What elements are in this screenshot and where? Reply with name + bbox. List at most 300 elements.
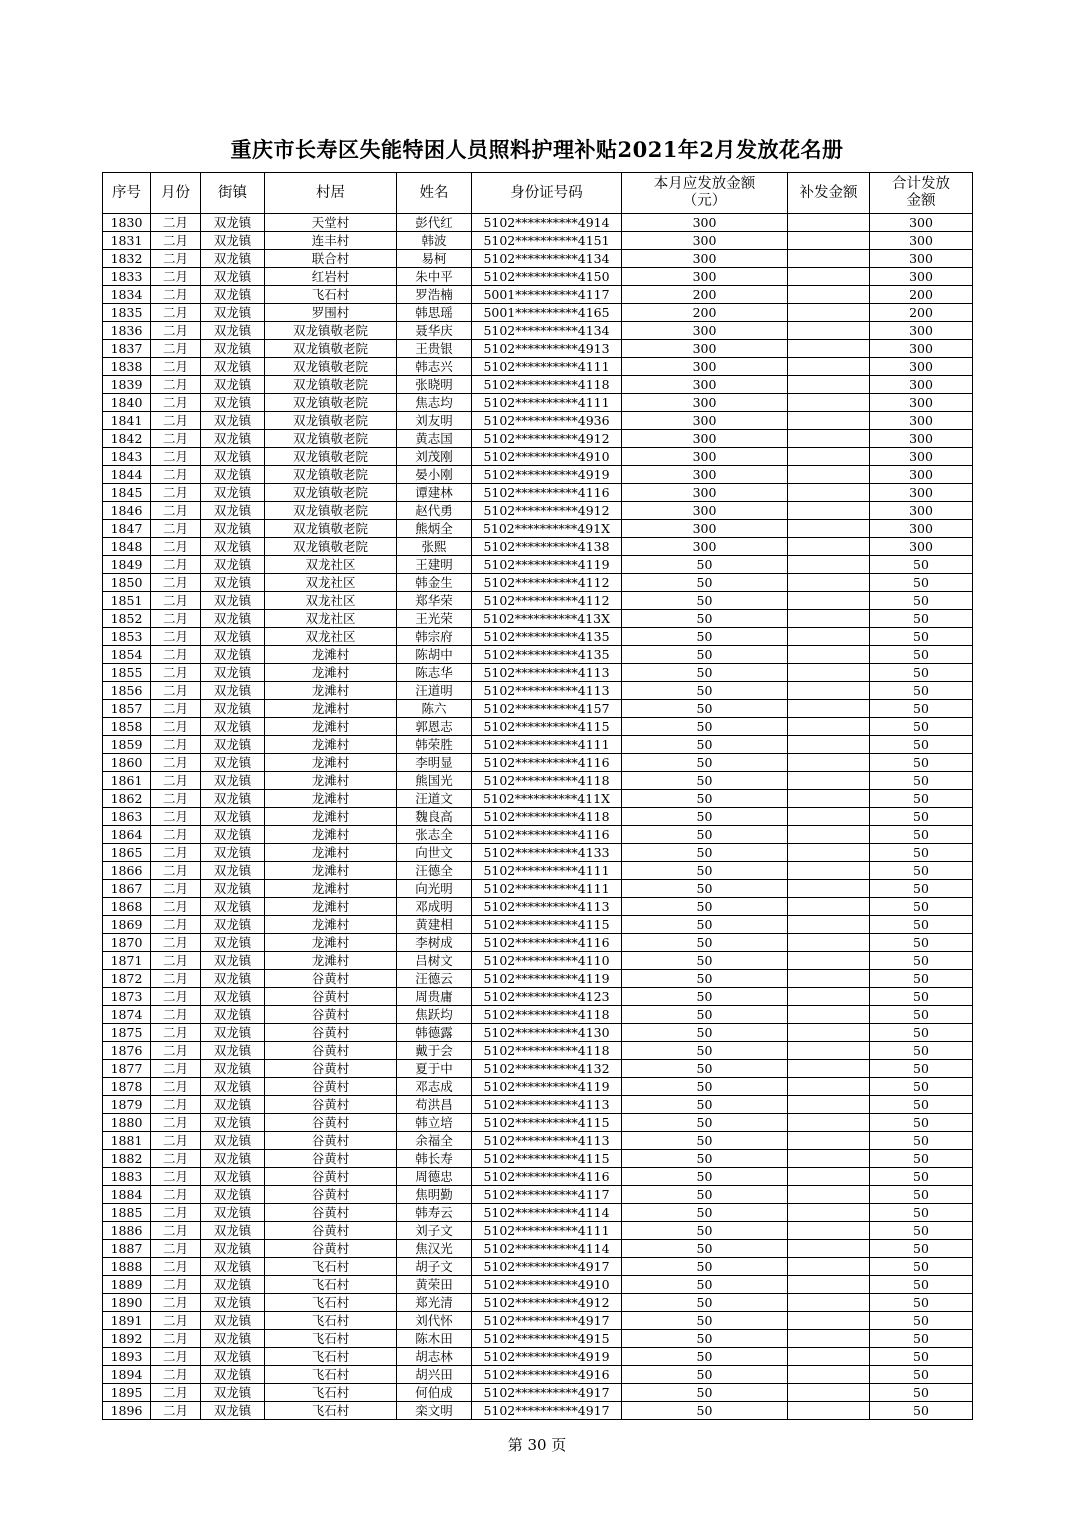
village-cell: 龙滩村 — [265, 952, 397, 970]
col-header-village: 村居 — [265, 173, 397, 214]
monthly-amount-cell: 50 — [622, 772, 788, 790]
month-cell: 二月 — [151, 412, 201, 430]
back-pay-cell — [788, 844, 870, 862]
table-row — [103, 844, 973, 862]
col-header-town: 街镇 — [201, 173, 265, 214]
month-cell: 二月 — [151, 592, 201, 610]
town-cell: 双龙镇 — [201, 484, 265, 502]
page-number: 第 30 页 — [507, 1436, 567, 1454]
month-cell: 二月 — [151, 1258, 201, 1276]
name-cell: 李明显 — [397, 754, 472, 772]
table-row — [103, 970, 973, 988]
monthly-amount-cell: 50 — [622, 1348, 788, 1366]
id-number-cell: 5102**********4118 — [472, 1042, 622, 1060]
total-amount-cell: 50 — [870, 790, 973, 808]
id-number-cell: 5102**********4116 — [472, 754, 622, 772]
town-cell: 双龙镇 — [201, 610, 265, 628]
table-row — [103, 754, 973, 772]
table-row — [103, 448, 973, 466]
total-amount-cell: 50 — [870, 646, 973, 664]
name-cell: 王光荣 — [397, 610, 472, 628]
seq-cell: 1890 — [103, 1294, 151, 1312]
id-number-cell: 5102**********4110 — [472, 952, 622, 970]
total-amount-cell: 300 — [870, 430, 973, 448]
month-cell: 二月 — [151, 1132, 201, 1150]
town-cell: 双龙镇 — [201, 376, 265, 394]
month-cell: 二月 — [151, 628, 201, 646]
col-header-total-amount: 合计发放金额 — [870, 173, 973, 214]
seq-cell: 1888 — [103, 1258, 151, 1276]
table-row — [103, 664, 973, 682]
total-amount-cell: 50 — [870, 1168, 973, 1186]
name-cell: 陈六 — [397, 700, 472, 718]
name-cell: 张熙 — [397, 538, 472, 556]
back-pay-cell — [788, 862, 870, 880]
town-cell: 双龙镇 — [201, 1006, 265, 1024]
name-cell: 刘友明 — [397, 412, 472, 430]
town-cell: 双龙镇 — [201, 1294, 265, 1312]
town-cell: 双龙镇 — [201, 898, 265, 916]
total-amount-cell: 300 — [870, 214, 973, 232]
village-cell: 双龙镇敬老院 — [265, 394, 397, 412]
village-cell: 谷黄村 — [265, 970, 397, 988]
seq-cell: 1873 — [103, 988, 151, 1006]
seq-cell: 1847 — [103, 520, 151, 538]
id-number-cell: 5102**********4917 — [472, 1402, 622, 1420]
village-cell: 龙滩村 — [265, 718, 397, 736]
table-row — [103, 1114, 973, 1132]
town-cell: 双龙镇 — [201, 574, 265, 592]
name-cell: 焦跃均 — [397, 1006, 472, 1024]
name-cell: 焦汉光 — [397, 1240, 472, 1258]
town-cell: 双龙镇 — [201, 556, 265, 574]
monthly-amount-cell: 50 — [622, 718, 788, 736]
table-row — [103, 1132, 973, 1150]
monthly-amount-cell: 50 — [622, 592, 788, 610]
name-cell: 余福全 — [397, 1132, 472, 1150]
seq-cell: 1892 — [103, 1330, 151, 1348]
village-cell: 双龙镇敬老院 — [265, 538, 397, 556]
monthly-amount-cell: 50 — [622, 862, 788, 880]
id-number-cell: 5102**********4912 — [472, 502, 622, 520]
name-cell: 黄建相 — [397, 916, 472, 934]
name-cell: 熊国光 — [397, 772, 472, 790]
id-number-cell: 5102**********411X — [472, 790, 622, 808]
total-amount-cell: 50 — [870, 628, 973, 646]
id-number-cell: 5102**********413X — [472, 610, 622, 628]
table-row — [103, 1384, 973, 1402]
town-cell: 双龙镇 — [201, 988, 265, 1006]
month-cell: 二月 — [151, 844, 201, 862]
name-cell: 晏小刚 — [397, 466, 472, 484]
back-pay-cell — [788, 250, 870, 268]
monthly-amount-cell: 50 — [622, 1168, 788, 1186]
monthly-amount-cell: 50 — [622, 682, 788, 700]
table-row — [103, 898, 973, 916]
total-amount-cell: 50 — [870, 1042, 973, 1060]
table-row — [103, 430, 973, 448]
id-number-cell: 5102**********4118 — [472, 808, 622, 826]
month-cell: 二月 — [151, 268, 201, 286]
total-amount-cell: 50 — [870, 826, 973, 844]
name-cell: 王贵银 — [397, 340, 472, 358]
name-cell: 胡兴田 — [397, 1366, 472, 1384]
town-cell: 双龙镇 — [201, 646, 265, 664]
table-row — [103, 322, 973, 340]
village-cell: 龙滩村 — [265, 754, 397, 772]
town-cell: 双龙镇 — [201, 1024, 265, 1042]
total-amount-cell: 200 — [870, 304, 973, 322]
seq-cell: 1857 — [103, 700, 151, 718]
table-row — [103, 1276, 973, 1294]
month-cell: 二月 — [151, 1204, 201, 1222]
total-amount-cell: 50 — [870, 736, 973, 754]
total-amount-cell: 300 — [870, 538, 973, 556]
seq-cell: 1856 — [103, 682, 151, 700]
seq-cell: 1887 — [103, 1240, 151, 1258]
monthly-amount-cell: 50 — [622, 1042, 788, 1060]
back-pay-cell — [788, 682, 870, 700]
id-number-cell: 5102**********4113 — [472, 1132, 622, 1150]
table-row — [103, 358, 973, 376]
seq-cell: 1882 — [103, 1150, 151, 1168]
total-amount-cell: 50 — [870, 574, 973, 592]
seq-cell: 1865 — [103, 844, 151, 862]
seq-cell: 1858 — [103, 718, 151, 736]
id-number-cell: 5102**********4113 — [472, 898, 622, 916]
name-cell: 胡志林 — [397, 1348, 472, 1366]
name-cell: 胡子文 — [397, 1258, 472, 1276]
id-number-cell: 5102**********4116 — [472, 934, 622, 952]
month-cell: 二月 — [151, 610, 201, 628]
back-pay-cell — [788, 826, 870, 844]
month-cell: 二月 — [151, 1024, 201, 1042]
village-cell: 飞石村 — [265, 1384, 397, 1402]
table-row — [103, 736, 973, 754]
monthly-amount-cell: 300 — [622, 412, 788, 430]
seq-cell: 1878 — [103, 1078, 151, 1096]
table-row — [103, 1186, 973, 1204]
name-cell: 韩金生 — [397, 574, 472, 592]
town-cell: 双龙镇 — [201, 232, 265, 250]
seq-cell: 1830 — [103, 214, 151, 232]
monthly-amount-cell: 50 — [622, 1366, 788, 1384]
back-pay-cell — [788, 628, 870, 646]
id-number-cell: 5102**********4135 — [472, 628, 622, 646]
seq-cell: 1837 — [103, 340, 151, 358]
id-number-cell: 5102**********4910 — [472, 448, 622, 466]
town-cell: 双龙镇 — [201, 286, 265, 304]
village-cell: 天堂村 — [265, 214, 397, 232]
monthly-amount-cell: 50 — [622, 970, 788, 988]
village-cell: 飞石村 — [265, 1402, 397, 1420]
name-cell: 焦志均 — [397, 394, 472, 412]
town-cell: 双龙镇 — [201, 1078, 265, 1096]
monthly-amount-cell: 50 — [622, 1276, 788, 1294]
month-cell: 二月 — [151, 1276, 201, 1294]
back-pay-cell — [788, 736, 870, 754]
back-pay-cell — [788, 700, 870, 718]
id-number-cell: 5102**********4118 — [472, 376, 622, 394]
id-number-cell: 5102**********4112 — [472, 592, 622, 610]
village-cell: 谷黄村 — [265, 1150, 397, 1168]
document-title: 重庆市长寿区失能特困人员照料护理补贴2021年2月发放花名册 — [230, 137, 844, 162]
id-number-cell: 5102**********4111 — [472, 1222, 622, 1240]
id-number-cell: 5102**********4917 — [472, 1384, 622, 1402]
back-pay-cell — [788, 286, 870, 304]
monthly-amount-cell: 300 — [622, 448, 788, 466]
back-pay-cell — [788, 988, 870, 1006]
month-cell: 二月 — [151, 448, 201, 466]
id-number-cell: 5102**********4111 — [472, 862, 622, 880]
table-row — [103, 862, 973, 880]
town-cell: 双龙镇 — [201, 862, 265, 880]
village-cell: 龙滩村 — [265, 880, 397, 898]
total-amount-cell: 50 — [870, 1276, 973, 1294]
month-cell: 二月 — [151, 736, 201, 754]
name-cell: 韩长寿 — [397, 1150, 472, 1168]
name-cell: 周德忠 — [397, 1168, 472, 1186]
total-amount-cell: 50 — [870, 1366, 973, 1384]
town-cell: 双龙镇 — [201, 1042, 265, 1060]
town-cell: 双龙镇 — [201, 1258, 265, 1276]
monthly-amount-cell: 50 — [622, 1204, 788, 1222]
village-cell: 谷黄村 — [265, 1186, 397, 1204]
id-number-cell: 5102**********4130 — [472, 1024, 622, 1042]
back-pay-cell — [788, 1024, 870, 1042]
seq-cell: 1881 — [103, 1132, 151, 1150]
town-cell: 双龙镇 — [201, 772, 265, 790]
back-pay-cell — [788, 1240, 870, 1258]
name-cell: 聂华庆 — [397, 322, 472, 340]
back-pay-cell — [788, 304, 870, 322]
month-cell: 二月 — [151, 214, 201, 232]
table-row — [103, 556, 973, 574]
town-cell: 双龙镇 — [201, 502, 265, 520]
name-cell: 周贵庸 — [397, 988, 472, 1006]
seq-cell: 1840 — [103, 394, 151, 412]
monthly-amount-cell: 50 — [622, 700, 788, 718]
total-amount-cell: 50 — [870, 1096, 973, 1114]
back-pay-cell — [788, 376, 870, 394]
total-amount-cell: 300 — [870, 268, 973, 286]
table-row — [103, 718, 973, 736]
id-number-cell: 5102**********4113 — [472, 1096, 622, 1114]
village-cell: 龙滩村 — [265, 826, 397, 844]
back-pay-cell — [788, 790, 870, 808]
village-cell: 龙滩村 — [265, 772, 397, 790]
table-header — [103, 173, 973, 214]
name-cell: 苟洪昌 — [397, 1096, 472, 1114]
seq-cell: 1872 — [103, 970, 151, 988]
name-cell: 陈志华 — [397, 664, 472, 682]
id-number-cell: 5102**********4111 — [472, 358, 622, 376]
back-pay-cell — [788, 1348, 870, 1366]
town-cell: 双龙镇 — [201, 1312, 265, 1330]
back-pay-cell — [788, 466, 870, 484]
id-number-cell: 5102**********4123 — [472, 988, 622, 1006]
id-number-cell: 5102**********4115 — [472, 916, 622, 934]
seq-cell: 1864 — [103, 826, 151, 844]
table-row — [103, 520, 973, 538]
town-cell: 双龙镇 — [201, 1132, 265, 1150]
total-amount-cell: 300 — [870, 322, 973, 340]
seq-cell: 1891 — [103, 1312, 151, 1330]
seq-cell: 1889 — [103, 1276, 151, 1294]
table-row — [103, 1222, 973, 1240]
table-row — [103, 1096, 973, 1114]
village-cell: 双龙镇敬老院 — [265, 484, 397, 502]
table-row — [103, 1204, 973, 1222]
id-number-cell: 5102**********4157 — [472, 700, 622, 718]
village-cell: 谷黄村 — [265, 1240, 397, 1258]
monthly-amount-cell: 300 — [622, 268, 788, 286]
monthly-amount-cell: 50 — [622, 1006, 788, 1024]
month-cell: 二月 — [151, 520, 201, 538]
name-cell: 韩立培 — [397, 1114, 472, 1132]
month-cell: 二月 — [151, 358, 201, 376]
back-pay-cell — [788, 1186, 870, 1204]
name-cell: 谭建林 — [397, 484, 472, 502]
id-number-cell: 5102**********4118 — [472, 772, 622, 790]
monthly-amount-cell: 50 — [622, 610, 788, 628]
name-cell: 黄志国 — [397, 430, 472, 448]
monthly-amount-cell: 50 — [622, 1024, 788, 1042]
month-cell: 二月 — [151, 538, 201, 556]
total-amount-cell: 300 — [870, 502, 973, 520]
monthly-amount-cell: 50 — [622, 646, 788, 664]
id-number-cell: 5102**********4134 — [472, 322, 622, 340]
village-cell: 龙滩村 — [265, 808, 397, 826]
name-cell: 何伯成 — [397, 1384, 472, 1402]
id-number-cell: 5102**********4919 — [472, 1348, 622, 1366]
month-cell: 二月 — [151, 232, 201, 250]
id-number-cell: 5001**********4117 — [472, 286, 622, 304]
total-amount-cell: 50 — [870, 1240, 973, 1258]
total-amount-cell: 50 — [870, 556, 973, 574]
town-cell: 双龙镇 — [201, 628, 265, 646]
village-cell: 龙滩村 — [265, 682, 397, 700]
table-row — [103, 988, 973, 1006]
table-row — [103, 1240, 973, 1258]
village-cell: 谷黄村 — [265, 1060, 397, 1078]
name-cell: 韩宗府 — [397, 628, 472, 646]
village-cell: 双龙镇敬老院 — [265, 376, 397, 394]
village-cell: 双龙社区 — [265, 610, 397, 628]
id-number-cell: 5102**********4119 — [472, 556, 622, 574]
table-row — [103, 1060, 973, 1078]
table-row — [103, 232, 973, 250]
month-cell: 二月 — [151, 772, 201, 790]
total-amount-cell: 50 — [870, 754, 973, 772]
back-pay-cell — [788, 718, 870, 736]
name-cell: 吕树文 — [397, 952, 472, 970]
monthly-amount-cell: 200 — [622, 286, 788, 304]
seq-cell: 1848 — [103, 538, 151, 556]
back-pay-cell — [788, 916, 870, 934]
month-cell: 二月 — [151, 1312, 201, 1330]
back-pay-cell — [788, 754, 870, 772]
seq-cell: 1894 — [103, 1366, 151, 1384]
month-cell: 二月 — [151, 1060, 201, 1078]
table-row — [103, 826, 973, 844]
seq-cell: 1835 — [103, 304, 151, 322]
total-amount-cell: 300 — [870, 358, 973, 376]
village-cell: 飞石村 — [265, 1312, 397, 1330]
village-cell: 谷黄村 — [265, 1168, 397, 1186]
monthly-amount-cell: 300 — [622, 538, 788, 556]
village-cell: 飞石村 — [265, 286, 397, 304]
town-cell: 双龙镇 — [201, 1240, 265, 1258]
id-number-cell: 5102**********4915 — [472, 1330, 622, 1348]
town-cell: 双龙镇 — [201, 412, 265, 430]
back-pay-cell — [788, 214, 870, 232]
month-cell: 二月 — [151, 934, 201, 952]
name-cell: 韩寿云 — [397, 1204, 472, 1222]
table-row — [103, 250, 973, 268]
name-cell: 陈木田 — [397, 1330, 472, 1348]
table-row — [103, 412, 973, 430]
village-cell: 龙滩村 — [265, 700, 397, 718]
seq-cell: 1842 — [103, 430, 151, 448]
name-cell: 朱中平 — [397, 268, 472, 286]
month-cell: 二月 — [151, 304, 201, 322]
table-row — [103, 934, 973, 952]
village-cell: 谷黄村 — [265, 1096, 397, 1114]
month-cell: 二月 — [151, 1006, 201, 1024]
total-amount-cell: 50 — [870, 970, 973, 988]
village-cell: 谷黄村 — [265, 1024, 397, 1042]
town-cell: 双龙镇 — [201, 700, 265, 718]
total-amount-cell: 50 — [870, 1222, 973, 1240]
table-row — [103, 1078, 973, 1096]
id-number-cell: 5102**********4113 — [472, 664, 622, 682]
village-cell: 红岩村 — [265, 268, 397, 286]
table-row — [103, 646, 973, 664]
month-cell: 二月 — [151, 862, 201, 880]
id-number-cell: 5102**********4119 — [472, 1078, 622, 1096]
name-cell: 易柯 — [397, 250, 472, 268]
total-amount-cell: 50 — [870, 610, 973, 628]
month-cell: 二月 — [151, 1078, 201, 1096]
id-number-cell: 5102**********4914 — [472, 214, 622, 232]
total-amount-cell: 50 — [870, 988, 973, 1006]
back-pay-cell — [788, 484, 870, 502]
seq-cell: 1868 — [103, 898, 151, 916]
id-number-cell: 5102**********4919 — [472, 466, 622, 484]
table-row — [103, 1402, 973, 1420]
town-cell: 双龙镇 — [201, 340, 265, 358]
month-cell: 二月 — [151, 1150, 201, 1168]
seq-cell: 1883 — [103, 1168, 151, 1186]
seq-cell: 1831 — [103, 232, 151, 250]
village-cell: 联合村 — [265, 250, 397, 268]
month-cell: 二月 — [151, 1168, 201, 1186]
monthly-amount-cell: 50 — [622, 1150, 788, 1168]
month-cell: 二月 — [151, 808, 201, 826]
table-row — [103, 1258, 973, 1276]
month-cell: 二月 — [151, 376, 201, 394]
table-row — [103, 1330, 973, 1348]
seq-cell: 1844 — [103, 466, 151, 484]
total-amount-cell: 50 — [870, 952, 973, 970]
col-header-back-pay: 补发金额 — [788, 173, 870, 214]
table-row — [103, 466, 973, 484]
id-number-cell: 5102**********4936 — [472, 412, 622, 430]
back-pay-cell — [788, 664, 870, 682]
month-cell: 二月 — [151, 664, 201, 682]
total-amount-cell: 50 — [870, 1330, 973, 1348]
